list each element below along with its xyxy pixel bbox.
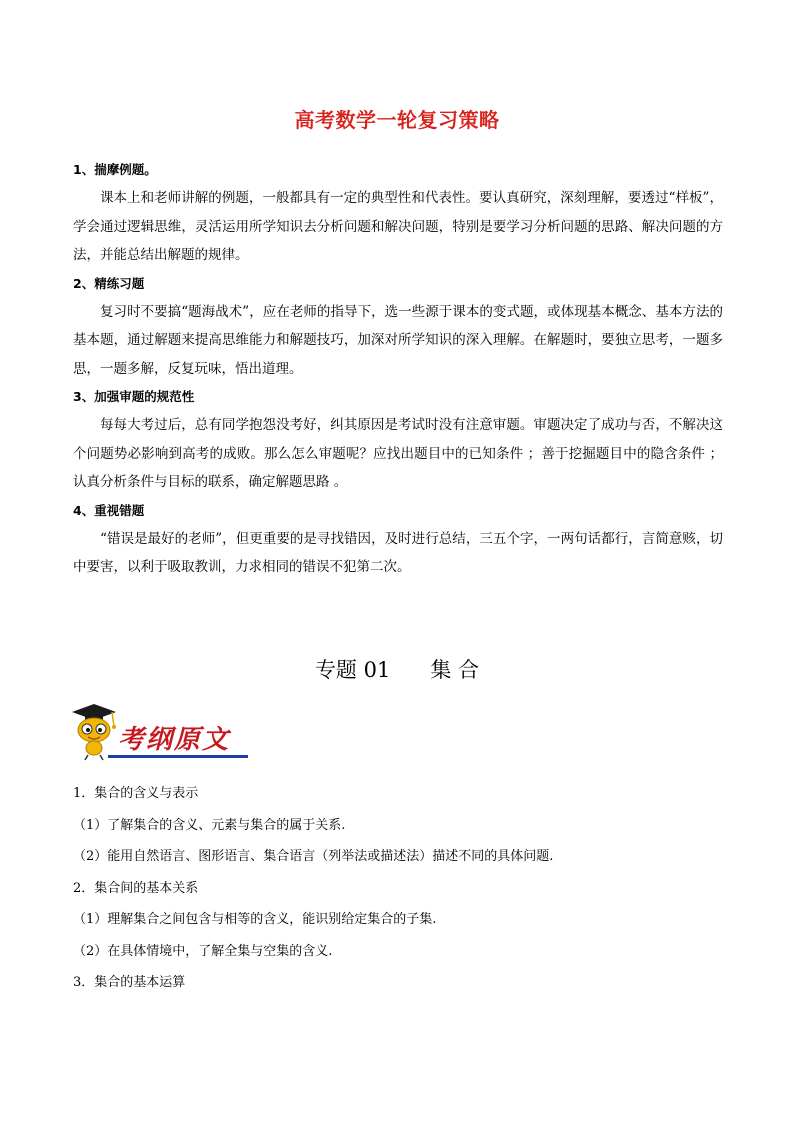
section-paragraph: 复习时不要搞“题海战术”，应在老师的指导下，选一些源于课本的变式题，或体现基本概念、基本方法的基本题，通过解题来提高思维能力和解题技巧，加深对所学知识的深入理解。在解题时，要独立思考，一题多思，一题多解，反复玩味，悟出道理。 (73, 303, 723, 377)
section-heading: 2、精练习题 (73, 275, 145, 291)
section-heading: 3、加强审题的规范性 (73, 389, 195, 404)
section-1 (73, 156, 723, 270)
section-4 (73, 497, 723, 582)
section-paragraph: 课本上和老师讲解的例题，一般都具有一定的典型性和代表性。要认真研究，深刻理解，要透过“样板”，学会通过逻辑思维，灵活运用所学知识去分析问题和解决问题，特别是要学习分析问题的思路、解决问题的方法，并能总结出解题的规律。 (73, 190, 723, 263)
strategy-sections (73, 156, 723, 582)
page-title: 高考数学一轮复习策略 (294, 108, 500, 132)
topic-title: 专题 01 集 合 (314, 658, 480, 682)
outline-item: （2）在具体情境中，了解全集与空集的含义. (73, 943, 333, 959)
outline-item: （1）了解集合的含义、元素与集合的属于关系. (73, 817, 346, 833)
section-paragraph: “错误是最好的老师”，但更重要的是寻找错因，及时进行总结，三五个字，一两句话都行，言简意赅，切中要害，以利于吸取教训，力求相同的错误不犯第二次。 (73, 530, 723, 575)
syllabus-outline (73, 778, 723, 999)
outline-item: （2）能用自然语言、图形语言、集合语言（列举法或描述法）描述不同的具体问题. (73, 849, 554, 864)
owl-mascot-icon (68, 700, 250, 762)
outline-item: 2．集合间的基本关系 (73, 880, 199, 896)
syllabus-banner (68, 700, 250, 762)
section-paragraph: 每每大考过后，总有同学抱怨没考好，纠其原因是考试时没有注意审题。审题决定了成功与否，不解决这个问题势必影响到高考的成败。那么怎么审题呢？应找出题目中的已知条件 ；善于挖掘题目中的隐含条件 ；认真分析条件与目标的联系，确定解题思路 。 (73, 417, 723, 490)
section-heading: 1、揣摩例题。 (73, 162, 157, 177)
outline-item: （1）理解集合之间包含与相等的含义，能识别给定集合的子集. (73, 912, 437, 927)
section-3 (73, 383, 723, 497)
section-2 (73, 270, 723, 384)
banner-text: 考纲原文 (118, 725, 231, 755)
outline-item: 1．集合的含义与表示 (73, 786, 199, 801)
section-heading: 4、重视错题 (73, 502, 145, 518)
outline-item: 3．集合的基本运算 (73, 975, 186, 990)
